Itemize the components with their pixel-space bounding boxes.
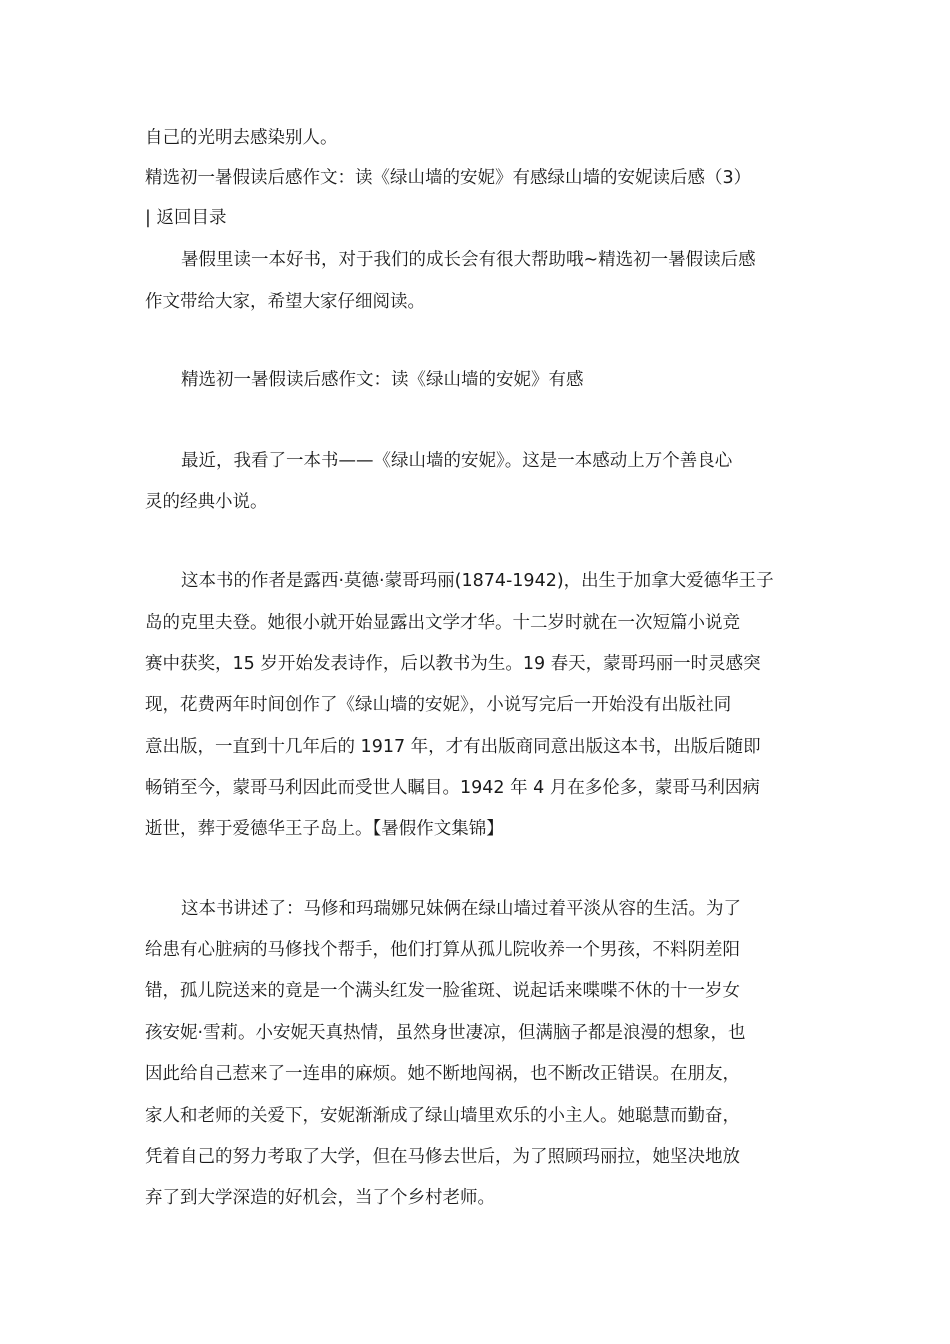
paragraph-line: 畅销至今，蒙哥马利因此而受世人瞩目。1942 年 4 月在多伦多，蒙哥马利因病: [145, 778, 760, 798]
section-heading: 精选初一暑假读后感作文：读《绿山墙的安妮》有感绿山墙的安妮读后感（3）: [145, 168, 752, 188]
paragraph-line: 岛的克里夫登。她很小就开始显露出文学才华。十二岁时就在一次短篇小说竞: [145, 613, 740, 633]
paragraph-line: 现，花费两年时间创作了《绿山墙的安妮》，小说写完后一开始没有出版社同: [145, 695, 732, 715]
paragraph-line: 作文带给大家，希望大家仔细阅读。: [145, 292, 425, 312]
paragraph-line: 家人和老师的关爱下，安妮渐渐成了绿山墙里欢乐的小主人。她聪慧而勤奋，: [145, 1106, 740, 1126]
paragraph-line: 给患有心脏病的马修找个帮手，他们打算从孤儿院收养一个男孩，不料阴差阳: [145, 940, 740, 960]
paragraph-line: 因此给自己惹来了一连串的麻烦。她不断地闯祸，也不断改正错误。在朋友，: [145, 1064, 740, 1084]
paragraph-line: 弃了到大学深造的好机会，当了个乡村老师。: [145, 1188, 495, 1208]
paragraph-line: 孩安妮·雪莉。小安妮天真热情，虽然身世凄凉，但满脑子都是浪漫的想象，也: [145, 1023, 746, 1043]
paragraph-line: 暑假里读一本好书，对于我们的成长会有很大帮助哦~精选初一暑假读后感: [181, 250, 756, 270]
paragraph-line: 这本书的作者是露西·莫德·蒙哥玛丽(1874-1942)，出生于加拿大爱德华王子: [181, 571, 774, 591]
paragraph-line: 赛中获奖，15 岁开始发表诗作，后以教书为生。19 春天，蒙哥玛丽一时灵感突: [145, 654, 761, 674]
intro-tail-text: 自己的光明去感染别人。: [145, 128, 338, 148]
paragraph-line: 最近，我看了一本书——《绿山墙的安妮》。这是一本感动上万个善良心: [181, 451, 733, 471]
paragraph-line: 凭着自己的努力考取了大学，但在马修去世后，为了照顾玛丽拉，她坚决地放: [145, 1147, 740, 1167]
paragraph-line: 逝世，葬于爱德华王子岛上。【暑假作文集锦】: [145, 819, 504, 839]
article-title: 精选初一暑假读后感作文：读《绿山墙的安妮》有感: [181, 370, 584, 390]
back-to-toc-link[interactable]: | 返回目录: [145, 208, 227, 228]
paragraph-line: 意出版，一直到十几年后的 1917 年，才有出版商同意出版这本书，出版后随即: [145, 737, 761, 757]
paragraph-line: 错，孤儿院送来的竟是一个满头红发一脸雀斑、说起话来喋喋不休的十一岁女: [145, 981, 740, 1001]
paragraph-line: 灵的经典小说。: [145, 492, 268, 512]
paragraph-line: 这本书讲述了：马修和玛瑞娜兄妹俩在绿山墙过着平淡从容的生活。为了: [181, 899, 741, 919]
